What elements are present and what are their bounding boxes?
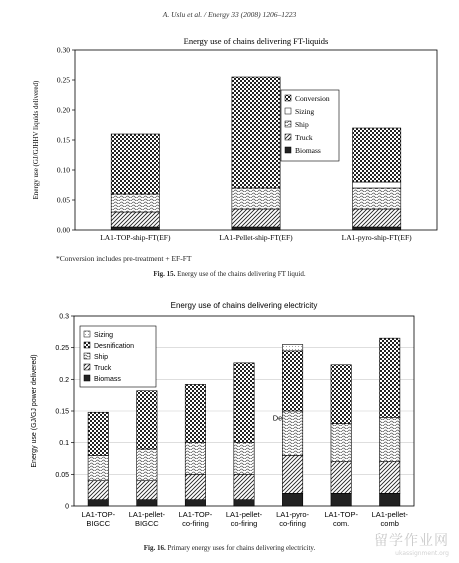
bar-segment-truck: [88, 481, 108, 500]
bar-segment-ship: [234, 443, 254, 475]
y-tick-label: 0.20: [56, 105, 70, 115]
y-tick-label: 0.15: [55, 408, 69, 416]
legend-label-ship: Ship: [295, 120, 309, 129]
y-tick-label: 0.00: [56, 225, 70, 235]
legend-swatch-conversion: [285, 95, 291, 101]
y-axis-label: Energy use (GJ/GJ power delivered): [31, 354, 38, 468]
x-tick-label: LA1-pellet-: [371, 510, 408, 519]
bar-segment-desnification: [137, 391, 157, 449]
bar-segment-biomass: [137, 500, 157, 506]
legend-swatch-biomass: [285, 147, 291, 153]
y-tick-label: 0.10: [56, 165, 70, 175]
bar-segment-conversion: [232, 77, 280, 188]
bar-segment-desnification: [282, 351, 302, 411]
legend-swatch-truck: [84, 364, 90, 370]
legend-swatch-ship: [84, 353, 90, 359]
bar-segment-truck: [234, 474, 254, 499]
conversion-note: *Conversion includes pre-treatment + EF-FT: [56, 254, 192, 263]
figure-16-caption-text: Primary energy uses for chains delivering electricity.: [167, 544, 316, 552]
y-tick-label: 0.25: [56, 75, 70, 85]
bar-segment-desnification: [88, 412, 108, 455]
bar-segment-truck: [353, 209, 401, 227]
bar-segment-biomass: [185, 500, 205, 506]
y-tick-label: 0.15: [56, 135, 70, 145]
bar-segment-ship: [232, 188, 280, 209]
y-axis-label: Energy use (GJ/GJHHV liquids delivered): [32, 80, 40, 200]
legend-swatch-desnification: [84, 342, 90, 348]
watermark: [374, 530, 449, 557]
y-tick-label: 0.30: [56, 45, 70, 55]
bar-segment-conversion: [353, 128, 401, 182]
x-tick-label: LA1-pellet-: [225, 510, 263, 519]
legend-swatch-sizing: [84, 331, 90, 337]
ft-liquids-chart: [0, 24, 459, 252]
bar-segment-truck: [232, 209, 280, 227]
bar-segment-biomass: [111, 227, 159, 230]
bar-segment-biomass: [232, 227, 280, 230]
figure-16-caption-label: Fig. 16.: [143, 544, 166, 552]
x-tick-label: LA1-TOP-: [81, 510, 116, 519]
bar-segment-desnification: [234, 363, 254, 443]
watermark-sub: ukassignment.org: [395, 550, 449, 557]
figure-16: [0, 294, 459, 528]
bar-segment-ship: [88, 455, 108, 480]
x-tick-label: co-firing: [230, 519, 258, 528]
x-tick-label: comb: [380, 519, 399, 528]
y-tick-label: 0.3: [59, 313, 69, 321]
legend-label-biomass: Biomass: [295, 146, 321, 155]
bar-segment-conversion: [111, 134, 159, 194]
bar-segment-ship: [380, 417, 400, 461]
legend-label-sizing: Sizing: [295, 107, 315, 116]
bar-segment-ship: [353, 188, 401, 209]
x-tick-label: LA1-TOP-: [178, 510, 213, 519]
bar-segment-truck: [282, 455, 302, 493]
bar-segment-sizing: [353, 182, 401, 188]
legend-label-conversion: Conversion: [295, 94, 330, 103]
figure-15-caption: [0, 270, 459, 278]
x-tick-label: co-firing: [182, 519, 209, 528]
bar-segment-ship: [331, 424, 351, 462]
x-tick-label: BIGCC: [134, 519, 159, 528]
bar-segment-biomass: [331, 493, 351, 506]
watermark-main: 留学作业网: [374, 533, 449, 549]
x-tick-label: LA1-TOP-: [324, 510, 358, 519]
bar-segment-biomass: [234, 500, 254, 506]
legend-swatch-truck: [285, 134, 291, 140]
y-tick-label: 0.05: [56, 195, 70, 205]
chart-title: Energy use of chains delivering electricity: [170, 301, 318, 310]
x-tick-label: LA1-Pellet-ship-FT(EF): [219, 233, 293, 242]
chart-title: Energy use of chains delivering FT-liquids: [183, 36, 329, 46]
legend-label-biomass: Biomass: [94, 376, 121, 383]
bar-segment-truck: [380, 462, 400, 494]
legend-label-truck: Truck: [295, 133, 313, 142]
legend-swatch-biomass: [84, 375, 90, 381]
y-tick-label: 0: [65, 503, 69, 511]
bar-segment-truck: [331, 462, 351, 494]
legend-swatch-sizing: [285, 108, 291, 114]
figure-15-caption-text: Energy use of the chains delivering FT liquid.: [177, 270, 306, 278]
x-tick-label: LA1-pellet-: [128, 510, 165, 519]
bar-segment-desnification: [331, 365, 351, 424]
x-tick-label: com.: [333, 519, 350, 528]
bar-segment-biomass: [380, 493, 400, 506]
bar-segment-biomass: [353, 227, 401, 230]
bar-segment-biomass: [282, 493, 302, 506]
bar-segment-ship: [185, 443, 205, 475]
bar-segment-ship: [137, 449, 157, 481]
bar-segment-desnification: [185, 384, 205, 442]
bar-segment-desnification: [380, 338, 400, 417]
page-header: A. Uslu et al. / Energy 33 (2008) 1206–1223: [162, 10, 297, 19]
y-tick-label: 0.1: [59, 440, 69, 448]
figure-15: [0, 24, 459, 252]
bar-segment-truck: [111, 212, 159, 227]
figure-15-caption-label: Fig. 15.: [153, 270, 176, 278]
bar-segment-sizing: [282, 345, 302, 351]
bar-segment-biomass: [88, 500, 108, 506]
x-tick-label: co-firing: [279, 519, 306, 528]
x-tick-label: LA1-TOP-ship-FT(EF): [100, 233, 171, 242]
y-tick-label: 0.25: [55, 345, 69, 353]
legend-label-desnification: Desnification: [94, 343, 135, 350]
bar-segment-ship: [282, 411, 302, 455]
y-tick-label: 0.05: [55, 471, 69, 479]
legend-label-sizing: Sizing: [94, 332, 114, 339]
bar-segment-truck: [137, 481, 157, 500]
x-tick-label: LA1-pyro-: [276, 510, 310, 519]
electricity-chart: [0, 294, 459, 528]
legend-label-truck: Truck: [94, 365, 112, 372]
legend-swatch-ship: [285, 121, 291, 127]
x-tick-label: LA1-pyro-ship-FT(EF): [341, 233, 412, 242]
bar-segment-truck: [185, 474, 205, 499]
y-tick-label: 0.2: [59, 376, 69, 384]
chart-annotation: De: [272, 413, 283, 423]
x-tick-label: BIGCC: [86, 519, 111, 528]
bar-segment-ship: [111, 194, 159, 212]
legend-label-ship: Ship: [94, 354, 109, 361]
